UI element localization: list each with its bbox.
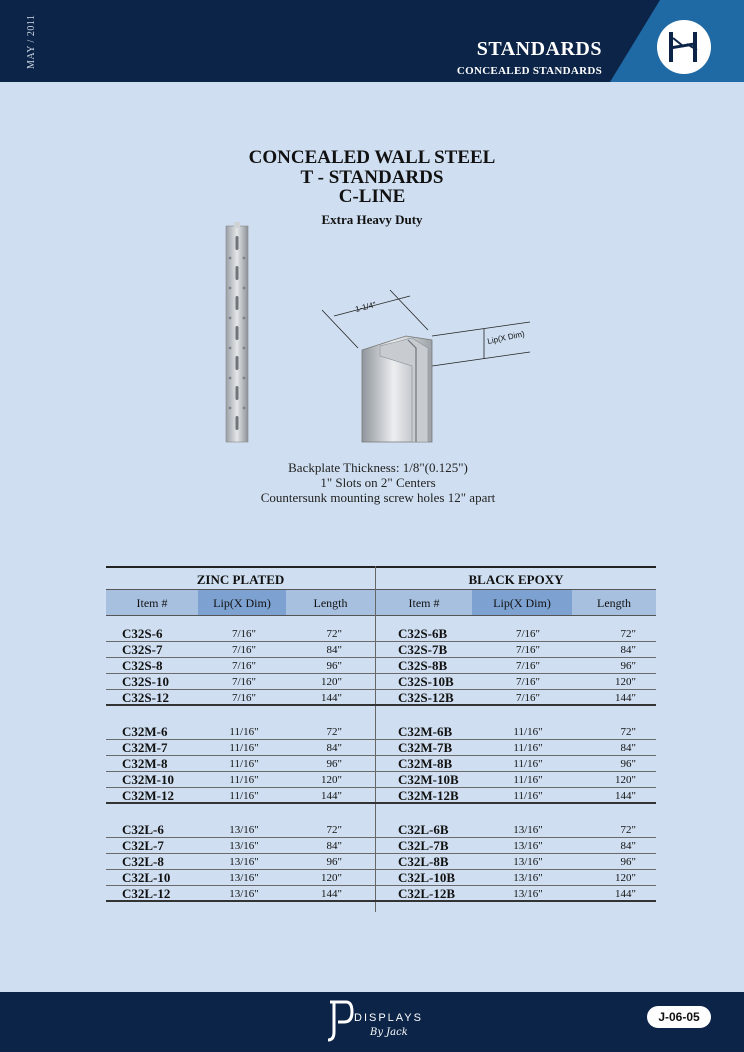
col-header-length-zinc: Length (286, 590, 375, 616)
table-row (106, 740, 656, 756)
item-number-epoxy: C32S-7B (398, 642, 448, 657)
dim-lip-label: Lip(X Dim) (486, 329, 526, 346)
lip-dimension-zinc: 7/16" (231, 628, 257, 640)
issue-date: MAY / 2011 (26, 14, 37, 70)
product-title-line3: C-LINE (338, 186, 406, 207)
col-header-lip-epoxy: Lip(X Dim) (472, 590, 572, 616)
length-epoxy: 144" (615, 790, 636, 802)
length-zinc: 84" (326, 742, 342, 754)
lip-dimension-epoxy: 11/16" (513, 726, 543, 738)
table-row (106, 870, 656, 886)
product-title-line2: T - STANDARDS (300, 167, 444, 188)
lip-dimension-epoxy: 7/16" (515, 644, 541, 656)
item-number-epoxy: C32S-12B (398, 690, 454, 705)
table-row (106, 854, 656, 870)
item-number-epoxy: C32S-6B (398, 626, 448, 641)
lip-dimension-epoxy: 7/16" (515, 692, 541, 704)
col-header-item-zinc: Item # (106, 590, 198, 616)
table-row (106, 756, 656, 772)
length-epoxy: 96" (620, 758, 636, 770)
item-number-epoxy: C32M-12B (398, 788, 459, 803)
item-number-zinc: C32S-6 (122, 626, 163, 641)
length-zinc: 120" (321, 774, 342, 786)
length-epoxy: 120" (615, 872, 636, 884)
col-header-item-epoxy: Item # (376, 590, 472, 616)
lip-dimension-epoxy: 11/16" (513, 758, 543, 770)
length-epoxy: 72" (620, 628, 636, 640)
lip-dimension-zinc: 11/16" (229, 774, 259, 786)
lip-dimension-zinc: 13/16" (229, 824, 259, 836)
item-number-zinc: C32L-12 (122, 886, 171, 901)
page-header (0, 0, 744, 82)
item-number-epoxy: C32M-7B (398, 740, 453, 755)
lip-dimension-epoxy: 7/16" (515, 628, 541, 640)
table-row (106, 626, 656, 642)
item-number-zinc: C32M-10 (122, 772, 174, 787)
section-subtitle: CONCEALED STANDARDS (456, 65, 602, 77)
table-row (106, 674, 656, 690)
length-epoxy: 72" (620, 726, 636, 738)
length-epoxy: 144" (615, 692, 636, 704)
lip-dimension-zinc: 13/16" (229, 840, 259, 852)
table-row (106, 724, 656, 740)
length-zinc: 72" (326, 824, 342, 836)
lip-dimension-epoxy: 11/16" (513, 774, 543, 786)
lip-dimension-epoxy: 13/16" (513, 888, 543, 900)
item-number-epoxy: C32S-8B (398, 658, 448, 673)
col-header-lip-zinc: Lip(X Dim) (198, 590, 286, 616)
logo-tagline: By Jack (370, 1027, 408, 1038)
item-number-zinc: C32S-10 (122, 674, 169, 689)
item-number-epoxy: C32L-12B (398, 886, 456, 901)
lip-dimension-zinc: 13/16" (229, 856, 259, 868)
lip-dimension-epoxy: 11/16" (513, 790, 543, 802)
black-epoxy-heading: BLACK EPOXY (376, 566, 656, 590)
length-zinc: 84" (326, 644, 342, 656)
length-zinc: 144" (321, 790, 342, 802)
lip-dimension-zinc: 7/16" (231, 676, 257, 688)
table-row (106, 838, 656, 854)
length-zinc: 144" (321, 692, 342, 704)
item-number-epoxy: C32M-8B (398, 756, 453, 771)
lip-dimension-zinc: 11/16" (229, 758, 259, 770)
length-zinc: 84" (326, 840, 342, 852)
item-number-zinc: C32S-8 (122, 658, 163, 673)
page-number: J-06-05 (647, 1006, 711, 1028)
profile-dimension-drawing (320, 288, 540, 448)
lip-dimension-epoxy: 11/16" (513, 742, 543, 754)
table-row (106, 658, 656, 674)
item-number-epoxy: C32L-10B (398, 870, 456, 885)
item-number-epoxy: C32M-6B (398, 724, 453, 739)
spec-screw-holes: Countersunk mounting screw holes 12" apart (260, 490, 496, 505)
table-row (106, 690, 656, 706)
item-number-epoxy: C32M-10B (398, 772, 459, 787)
col-header-length-epoxy: Length (572, 590, 656, 616)
lip-dimension-zinc: 13/16" (229, 872, 259, 884)
duty-rating: Extra Heavy Duty (321, 212, 423, 227)
lip-dimension-zinc: 11/16" (229, 790, 259, 802)
length-epoxy: 72" (620, 824, 636, 836)
standard-strip-image (223, 222, 251, 444)
length-epoxy: 120" (615, 676, 636, 688)
lip-dimension-epoxy: 13/16" (513, 840, 543, 852)
lip-dimension-zinc: 13/16" (229, 888, 259, 900)
lip-dimension-zinc: 11/16" (229, 742, 259, 754)
table-row (106, 822, 656, 838)
spec-backplate: Backplate Thickness: 1/8"(0.125") (288, 460, 468, 475)
section-title: STANDARDS (476, 38, 602, 60)
lip-dimension-zinc: 7/16" (231, 644, 257, 656)
table-row (106, 772, 656, 788)
length-epoxy: 96" (620, 660, 636, 672)
shelf-bracket-icon (657, 20, 711, 74)
length-zinc: 72" (326, 726, 342, 738)
item-number-epoxy: C32L-8B (398, 854, 449, 869)
item-number-zinc: C32M-7 (122, 740, 168, 755)
length-epoxy: 84" (620, 644, 636, 656)
item-number-zinc: C32S-7 (122, 642, 163, 657)
product-title-line1: CONCEALED WALL STEEL (248, 147, 496, 168)
logo-word: DISPLAYS (354, 1012, 423, 1024)
item-number-zinc: C32L-8 (122, 854, 164, 869)
length-zinc: 96" (326, 758, 342, 770)
item-number-zinc: C32L-10 (122, 870, 171, 885)
length-epoxy: 120" (615, 774, 636, 786)
item-number-zinc: C32M-6 (122, 724, 168, 739)
table-row (106, 886, 656, 902)
item-number-epoxy: C32S-10B (398, 674, 454, 689)
displays-logo (324, 998, 424, 1046)
lip-dimension-epoxy: 13/16" (513, 872, 543, 884)
length-zinc: 96" (326, 660, 342, 672)
item-number-epoxy: C32L-6B (398, 822, 449, 837)
table-row (106, 788, 656, 804)
lip-dimension-zinc: 11/16" (229, 726, 259, 738)
lip-dimension-zinc: 7/16" (231, 660, 257, 672)
spec-slots: 1" Slots on 2" Centers (320, 475, 436, 490)
length-epoxy: 96" (620, 856, 636, 868)
item-number-zinc: C32M-8 (122, 756, 168, 771)
length-zinc: 120" (321, 676, 342, 688)
length-epoxy: 84" (620, 840, 636, 852)
dim-width-label: 1-1/4" (354, 300, 377, 314)
lip-dimension-epoxy: 13/16" (513, 856, 543, 868)
item-number-zinc: C32L-7 (122, 838, 164, 853)
length-zinc: 72" (326, 628, 342, 640)
length-epoxy: 144" (615, 888, 636, 900)
length-zinc: 144" (321, 888, 342, 900)
lip-dimension-epoxy: 13/16" (513, 824, 543, 836)
item-number-zinc: C32S-12 (122, 690, 169, 705)
lip-dimension-zinc: 7/16" (231, 692, 257, 704)
lip-dimension-epoxy: 7/16" (515, 676, 541, 688)
length-zinc: 96" (326, 856, 342, 868)
length-epoxy: 84" (620, 742, 636, 754)
lip-dimension-epoxy: 7/16" (515, 660, 541, 672)
item-number-zinc: C32L-6 (122, 822, 164, 837)
item-number-epoxy: C32L-7B (398, 838, 449, 853)
zinc-plated-heading: ZINC PLATED (106, 566, 375, 590)
table-row (106, 642, 656, 658)
length-zinc: 120" (321, 872, 342, 884)
item-number-zinc: C32M-12 (122, 788, 174, 803)
